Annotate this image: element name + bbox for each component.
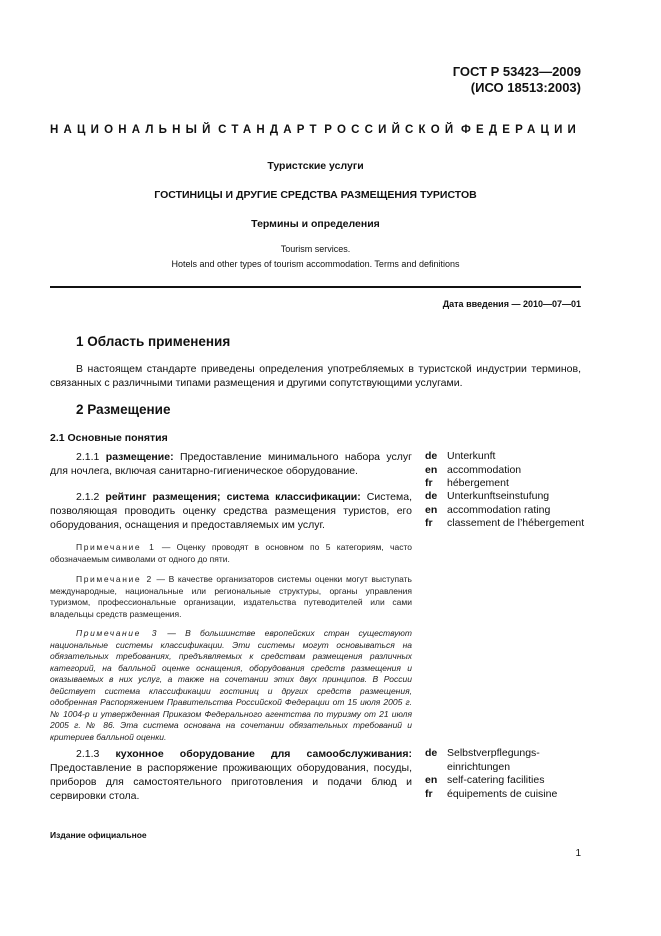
- lang-equivalent: classement de l’hébergement: [447, 517, 585, 529]
- term-2-1-1: [50, 450, 412, 478]
- lang-equivalent: hébergement: [447, 477, 509, 489]
- lang-equivalent: Unterkunftseinstufung: [447, 490, 550, 502]
- term-definition: Система, позволяющая проводить оценку средства размещения туристов, его оборудования, оснащения и предоставляемых им услуг.: [50, 491, 413, 531]
- lang-equivalent: Selbstverpflegungs-einrichtungen: [447, 747, 540, 773]
- term-2-1-2-equivalents: [425, 490, 595, 531]
- english-title-line1: Tourism services.: [280, 244, 351, 254]
- lang-equivalent: self-catering facilities: [447, 774, 545, 786]
- note-label: Примечание 3: [76, 628, 159, 638]
- subsection-heading: 2.1 Основные понятия: [50, 432, 168, 444]
- section-2-heading: 2 Размещение: [76, 402, 171, 417]
- term-name: рейтинг размещения; система классификации:: [105, 491, 361, 503]
- section-1-text: В настоящем стандарте приведены определения употребляемых в туристской индустрии терминов, связанных с различными типами размещения и другими сопутствующими услугами.: [50, 363, 581, 389]
- document-subtitle: Туристские услуги: [267, 160, 364, 172]
- page-number: 1: [575, 848, 581, 859]
- section-1-heading: 1 Область применения: [76, 334, 231, 349]
- term-2-1-2: [50, 490, 412, 532]
- note-3: [50, 628, 412, 743]
- lang-equivalent: accommodation: [447, 463, 522, 476]
- english-title-line2: Hotels and other types of tourism accommodation. Terms and definitions: [171, 259, 460, 269]
- banner-word: СТАНДАРТ: [218, 124, 322, 136]
- document-title: ГОСТИНИЦЫ И ДРУГИЕ СРЕДСТВА РАЗМЕЩЕНИЯ ТУРИСТОВ: [154, 189, 477, 201]
- note-text: — В качестве организаторов системы оценки могут выступать международные, национальные или региональные структуры, органы управления туризмом, профессиональные организации, издательства путеводителей или сами владельцы средств размещения.: [50, 574, 412, 619]
- banner-word: НАЦИОНАЛЬНЫЙ: [50, 124, 216, 136]
- term-2-1-3-equivalents: [425, 747, 595, 801]
- term-definition: Предоставление минимального набора услуг для ночлега, включая санитарно-гигиеническое оборудование.: [50, 451, 413, 477]
- lang-equivalent: accommodation rating: [447, 503, 551, 516]
- lang-code: fr: [425, 517, 433, 529]
- note-label: Примечание 1: [76, 542, 156, 552]
- note-2: [50, 574, 412, 620]
- note-1: [50, 542, 412, 565]
- banner-word: РОССИЙСКОЙ: [324, 124, 459, 136]
- lang-equivalent: équipements de cuisine: [447, 787, 558, 800]
- lang-code: de: [425, 490, 438, 502]
- standard-identifier: [453, 64, 581, 96]
- term-2-1-1-equivalents: [425, 450, 595, 491]
- national-standard-banner: [50, 124, 581, 136]
- note-text: — Оценку проводят в основном по 5 категориям, часто обозначаемым символами от одного до пяти.: [50, 542, 412, 564]
- lang-code: fr: [425, 787, 433, 800]
- lang-code: en: [425, 503, 438, 516]
- banner-word: ФЕДЕРАЦИИ: [460, 124, 581, 136]
- term-2-1-3: [50, 747, 412, 803]
- note-label: Примечание 2: [76, 574, 153, 584]
- lang-code: fr: [425, 477, 433, 489]
- note-text: — В большинстве европейских стран существуют национальные системы классификации. Эти системы могут основываться на обязательных требованиях, предъявляемых к средствам размещения различных категорий, на балльной оценке оснащения, оборудования средств размещения и оказываемых в них услуг, а также на сочетании этих двух принципов. В России действует система классификации гостиниц и других средств размещения, одобренная Распоряжением Правительства Российской Федерации от 15 июля 2005 г. № 1004-р и утвержденная Приказом Федерального агентства по туризму от 21 июля 2005 г. № 86. Эта система основана на сочетании обязательных требований и критериев балльной оценки.: [50, 628, 412, 742]
- lang-code: en: [425, 463, 438, 476]
- term-name: размещение:: [105, 451, 174, 463]
- official-edition-label: Издание официальное: [50, 830, 147, 840]
- term-definition: Предоставление в распоряжение проживающих оборудования, посуды, приборов для самостоятельного приготовления и подачи блюд и сервировки стола.: [50, 762, 412, 802]
- term-number: 2.1.3: [76, 748, 100, 760]
- lang-code: de: [425, 450, 438, 462]
- term-number: 2.1.1: [76, 451, 100, 463]
- iso-reference: (ИСО 18513:2003): [470, 80, 581, 95]
- lang-equivalent: Unterkunft: [447, 450, 496, 462]
- standard-number: ГОСТ Р 53423—2009: [452, 64, 581, 79]
- document-part-title: Термины и определения: [251, 218, 380, 230]
- effective-date: Дата введения — 2010—07—01: [442, 299, 581, 309]
- term-name: кухонное оборудование для самообслуживания:: [115, 748, 412, 760]
- lang-code: en: [425, 774, 438, 786]
- term-number: 2.1.2: [76, 491, 100, 503]
- lang-code: de: [425, 747, 438, 759]
- title-divider: [50, 286, 581, 288]
